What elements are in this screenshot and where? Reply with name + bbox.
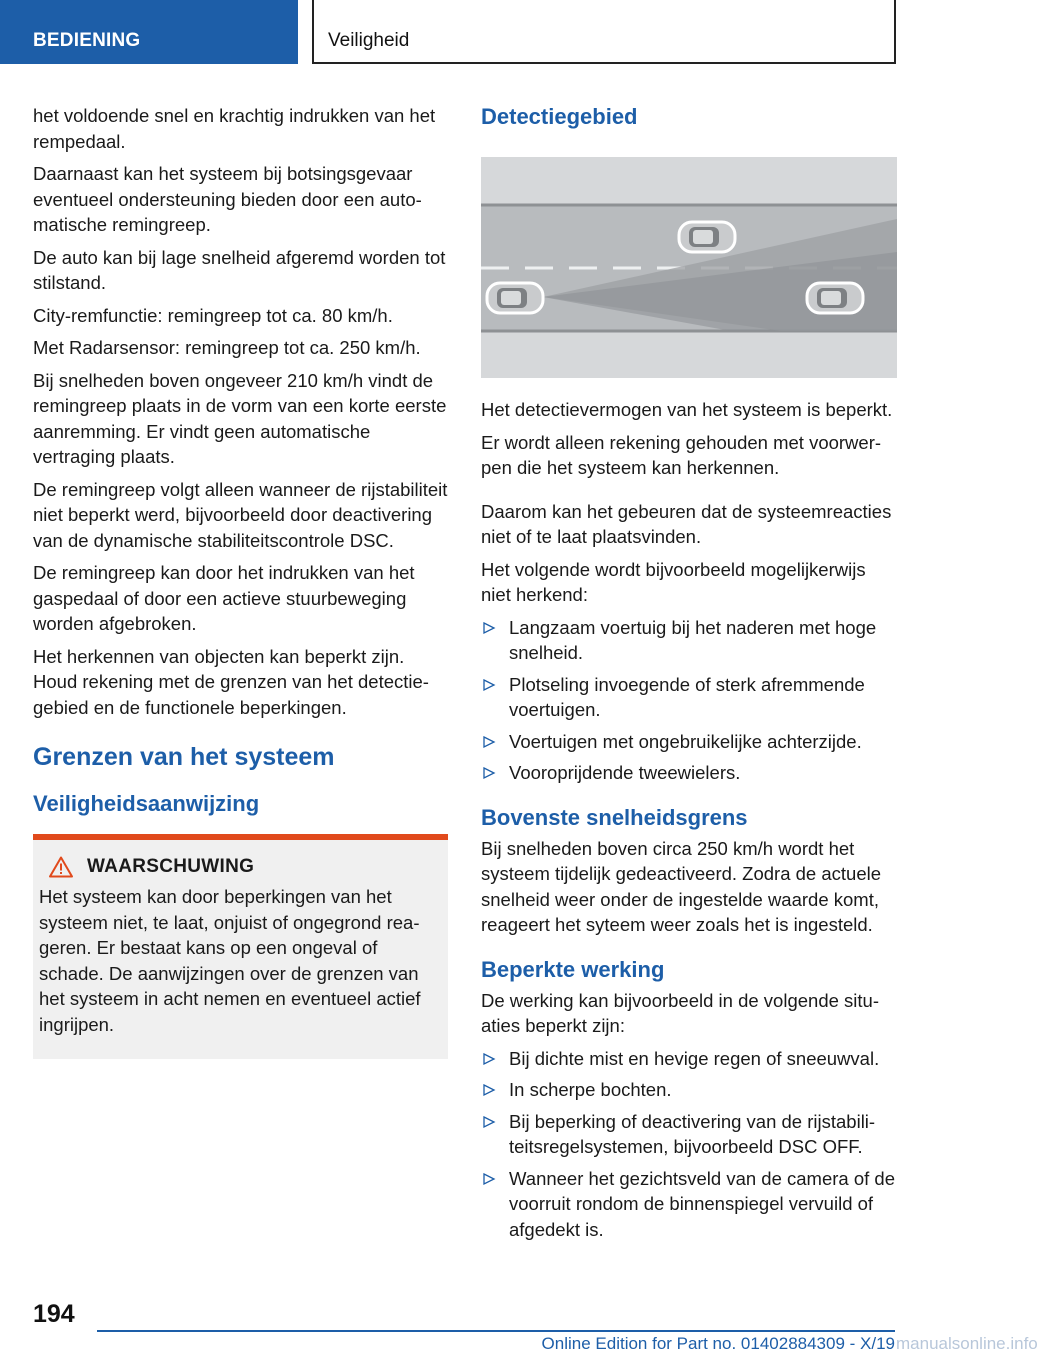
triangle-bullet-icon	[483, 1053, 495, 1065]
detection-area-illustration	[481, 157, 897, 378]
heading-detection-area: Detectiegebied	[481, 104, 638, 129]
triangle-bullet-icon	[483, 1173, 495, 1185]
paragraph: Het detectievermogen van het systeem is beperkt.	[481, 399, 893, 420]
paragraph: De auto kan bij lage snelheid afgeremd worden tot stilstand.	[33, 246, 446, 293]
list-item	[481, 1166, 897, 1243]
paragraph: Het herkennen van objecten kan beperkt zijn. Houd rekening met de grenzen van het detectiegebied en de functionele beperkingen.	[33, 645, 429, 718]
left-column	[33, 103, 448, 1059]
warning-triangle-icon	[49, 856, 73, 878]
footer-edition: Online Edition for Part no. 01402884309 - X/19	[541, 1334, 895, 1353]
list-item-text: Plotseling invoegende of sterk afremmende voertuigen.	[509, 673, 865, 720]
list-item-text: Vooroprijdende tweewielers.	[509, 762, 741, 783]
right-column	[481, 103, 897, 1248]
list-item-text: In scherpe bochten.	[509, 1079, 672, 1100]
triangle-bullet-icon	[483, 767, 495, 779]
triangle-bullet-icon	[483, 736, 495, 748]
list-item	[481, 615, 897, 666]
list-item	[481, 1046, 897, 1072]
heading-limited-function: Beperkte werking	[481, 956, 665, 982]
warning-header	[49, 856, 440, 878]
heading-system-limits: Grenzen van het systeem	[33, 743, 335, 771]
paragraph: Bij snelheden boven circa 250 km/h wordt het systeem tijdelijk gedeactiveerd. Zodra de actuele snelheid weer onder de ingestelde waarde komt, reageert het syteem weer zoals het is ingesteld.	[481, 837, 882, 935]
limited-function-list	[481, 1046, 897, 1243]
heading-upper-speed-limit: Bovenste snelheidsgrens	[481, 804, 748, 830]
car-left-icon	[487, 283, 543, 313]
list-item-text: Bij beperking of deactivering van de rijstabiliteitsregelsystemen, bijvoorbeeld DSC OFF.	[509, 1110, 876, 1157]
chapter-title: Veiligheid	[312, 0, 896, 64]
not-detected-list	[481, 615, 897, 786]
list-item	[481, 1109, 897, 1160]
paragraph: De werking kan bijvoorbeeld in de volgende situaties beperkt zijn:	[481, 989, 879, 1036]
warning-box	[33, 834, 448, 1059]
triangle-bullet-icon	[483, 1084, 495, 1096]
list-item-text: Wanneer het gezichtsveld van de camera of de voorruit rondom de binnenspiegel vervuild of afgedekt is.	[509, 1167, 895, 1240]
triangle-bullet-icon	[483, 1116, 495, 1128]
paragraph: het voldoende snel en krachtig indrukken van het rempedaal.	[33, 105, 436, 152]
paragraph: De remingreep volgt alleen wanneer de rijstabiliteit niet beperkt werd, bijvoorbeeld door deactivering van de dynamische stabiliteitscontrole DSC.	[33, 478, 448, 551]
paragraph: Daarom kan het gebeuren dat de systeemreacties niet of te laat plaatsvinden.	[481, 500, 892, 547]
warning-title: WAARSCHUWING	[87, 856, 255, 877]
footer-watermark: manualsonline.info	[896, 1334, 1038, 1353]
triangle-bullet-icon	[483, 622, 495, 634]
list-item-text: Bij dichte mist en hevige regen of sneeuwval.	[509, 1047, 880, 1069]
footer-divider	[97, 1330, 895, 1332]
heading-safety-notice: Veiligheidsaanwijzing	[33, 791, 260, 816]
paragraph: Het volgende wordt bijvoorbeeld mogelijkerwijs niet herkend:	[481, 558, 866, 605]
paragraph: Er wordt alleen rekening gehouden met voorwerpen die het systeem kan herkennen.	[481, 431, 882, 478]
paragraph: Daarnaast kan het systeem bij botsingsgevaar eventueel ondersteuning bieden door een automatische remingreep.	[33, 163, 422, 235]
warning-text: Het systeem kan door beperkingen van het systeem niet, te laat, onjuist of ongegrond reageren. Er bestaat kans op een ongeval of schade. De aanwijzingen over de grenzen van het systeem in acht nemen en eventueel actief ingrijpen.	[39, 886, 421, 1035]
list-item	[481, 1077, 897, 1103]
list-item	[481, 760, 897, 786]
paragraph: City-remfunctie: remingreep tot ca. 80 km/h.	[33, 304, 393, 326]
paragraph: Bij snelheden boven ongeveer 210 km/h vindt de remingreep plaats in de vorm van een korte eerste aanremming. Er vindt geen automatische vertraging plaats.	[33, 369, 447, 467]
paragraph: De remingreep kan door het indrukken van het gaspedaal of door een actieve stuurbeweging worden afgebroken.	[33, 562, 415, 634]
paragraph: Met Radarsensor: remingreep tot ca. 250 km/h.	[33, 337, 421, 358]
triangle-bullet-icon	[483, 679, 495, 691]
list-item-text: Langzaam voertuig bij het naderen met hoge snelheid.	[509, 616, 877, 663]
list-item	[481, 672, 897, 723]
list-item-text: Voertuigen met ongebruikelijke achterzijde.	[509, 730, 862, 752]
section-tab: BEDIENING	[0, 0, 298, 64]
list-item	[481, 729, 897, 755]
car-top-icon	[679, 222, 735, 252]
car-right-icon	[807, 283, 863, 313]
page-number: 194	[33, 1300, 75, 1328]
